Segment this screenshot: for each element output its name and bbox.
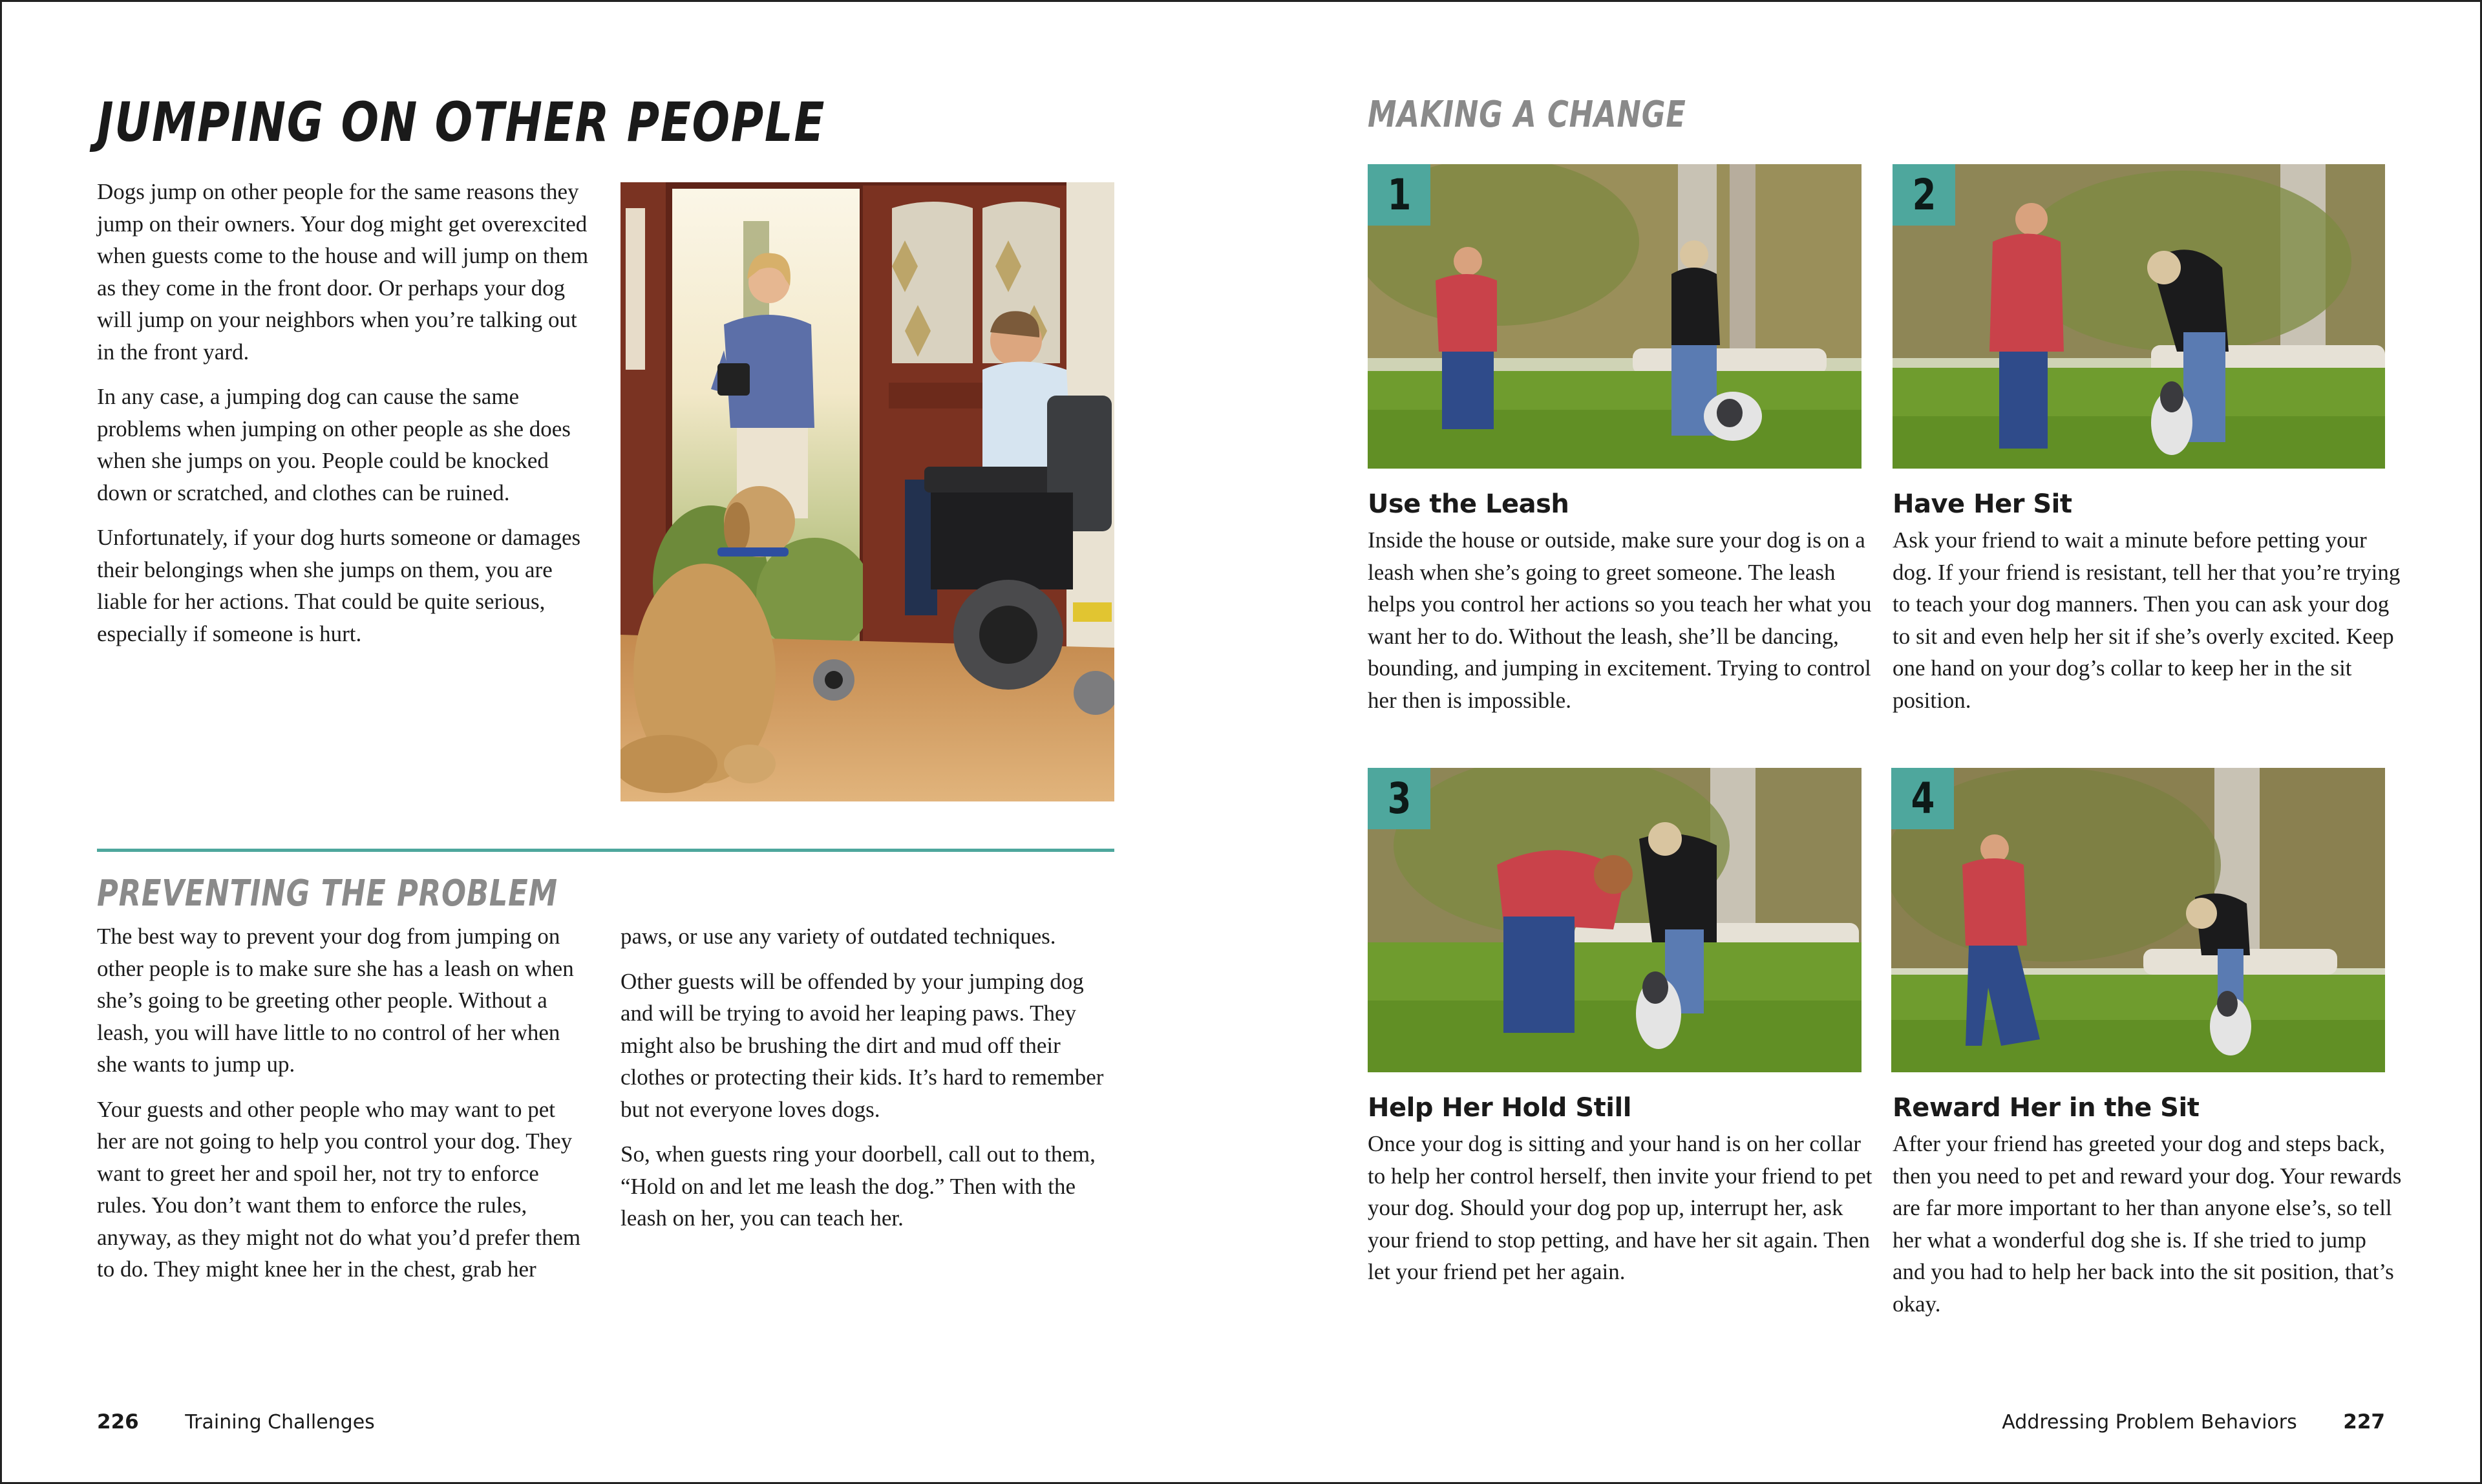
step-caption-1: [1368, 488, 1878, 716]
step-photo-3: [1368, 768, 1862, 1072]
step-number-badge: [1368, 164, 1430, 226]
step-number: 2: [1912, 170, 1936, 220]
step-body: Inside the house or outside, make sure your dog is on a leash when she’s going to greet someone. The leash helps you control her actions so you teach her what you want her to do. Without the leash, she’ll be dancing, bounding, and jumping in excitement. Trying to control her then is impossible.: [1368, 527, 1872, 713]
step-title: Reward Her in the Sit: [1893, 1093, 2200, 1123]
page-number: 227: [2343, 1410, 2385, 1434]
section-heading: MAKING A CHANGE: [1368, 94, 1686, 136]
step-body: After your friend has greeted your dog and steps back, then you need to pet and reward your dog. Your rewards are far more important to her than anyone else’s, so tell her what a wonderful dog she is. If she tried to jump and you had to help her back into the sit position, that’s okay.: [1893, 1131, 2402, 1317]
paragraph: So, when guests ring your doorbell, call out to them, “Hold on and let me leash the dog.” Then with the leash on her, you can teach her.: [620, 1141, 1096, 1231]
intro-paragraph: Unfortunately, if your dog hurts someone or damages their belongings when she jumps on them, you are liable for her actions. That could be quite serious, especially if someone is hurt.: [97, 525, 581, 646]
text-column-right: [620, 920, 1118, 1247]
step-photo-4: [1891, 768, 2385, 1072]
step-number: 3: [1387, 774, 1411, 823]
step-number-badge: [1891, 768, 1954, 829]
running-head: Training Challenges: [185, 1411, 375, 1434]
paragraph: paws, or use any variety of outdated techniques.: [620, 924, 1056, 949]
section-divider: [97, 849, 1114, 852]
section-heading: PREVENTING THE PROBLEM: [97, 873, 558, 915]
intro-text: [97, 176, 595, 662]
doorway-scene-illustration: [620, 182, 1114, 801]
step-caption-4: [1893, 1092, 2403, 1320]
step-number-badge: [1368, 768, 1430, 829]
step-title: Have Her Sit: [1893, 489, 2072, 519]
step-body: Ask your friend to wait a minute before petting your dog. If your friend is resistant, tell her that you’re trying to teach your dog manners. Then you can ask your dog to sit and even help her sit if she’s overly excited. Keep one hand on your dog’s collar to keep her in the sit position.: [1893, 527, 2401, 713]
footer-left: [97, 1410, 375, 1434]
paragraph: Other guests will be offended by your jumping dog and will be trying to avoid her leaping paws. They might also be brushing the dirt and mud off their clothes or protecting their kids. It’s hard to remember but not everyone loves dogs.: [620, 968, 1104, 1122]
step-number: 1: [1387, 170, 1411, 220]
park-scene-illustration: [1891, 768, 2385, 1072]
page-title: JUMPING ON OTHER PEOPLE: [97, 90, 826, 154]
running-head: Addressing Problem Behaviors: [2002, 1411, 2297, 1434]
intro-paragraph: In any case, a jumping dog can cause the same problems when jumping on other people as she does when she jumps on you. People could be knocked down or scratched, and clothes can be ruined.: [97, 384, 571, 505]
step-caption-3: [1368, 1092, 1878, 1288]
step-photo-1: [1368, 164, 1862, 469]
hero-photo: [620, 182, 1114, 801]
step-title: Use the Leash: [1368, 489, 1569, 519]
paragraph: Your guests and other people who may want to pet her are not going to help you control your dog. They want to greet her and spoil her, not try to enforce rules. You don’t want them to enforce the rules, anyway, as they might not do what you’d prefer them to do. They might knee her in the chest, grab her: [97, 1096, 581, 1282]
paragraph: The best way to prevent your dog from jumping on other people is to make sure she has a leash on when she’s going to be greeting other people. Without a leash, you will have little to no control of her when she wants to jump up.: [97, 924, 574, 1077]
step-number: 4: [1911, 774, 1935, 823]
step-caption-2: [1893, 488, 2403, 716]
park-scene-illustration: [1893, 164, 2385, 469]
park-scene-illustration: [1368, 164, 1862, 469]
intro-paragraph: Dogs jump on other people for the same reasons they jump on their owners. Your dog might get overexcited when guests come to the house and will jump on them as they come in the front door. Or perhaps your dog will jump on your neighbors when you’re talking out in the front yard.: [97, 179, 589, 365]
text-column-left: [97, 920, 588, 1298]
footer-right: [2002, 1410, 2385, 1434]
step-title: Help Her Hold Still: [1368, 1093, 1631, 1123]
step-number-badge: [1893, 164, 1955, 226]
page-number: 226: [97, 1410, 139, 1434]
park-scene-illustration: [1368, 768, 1862, 1072]
step-body: Once your dog is sitting and your hand is on her collar to help her control herself, then invite your friend to pet your dog. Should your dog pop up, interrupt her, ask your friend to stop petting, and have her sit again. Then let your friend pet her again.: [1368, 1131, 1872, 1284]
step-photo-2: [1893, 164, 2385, 469]
